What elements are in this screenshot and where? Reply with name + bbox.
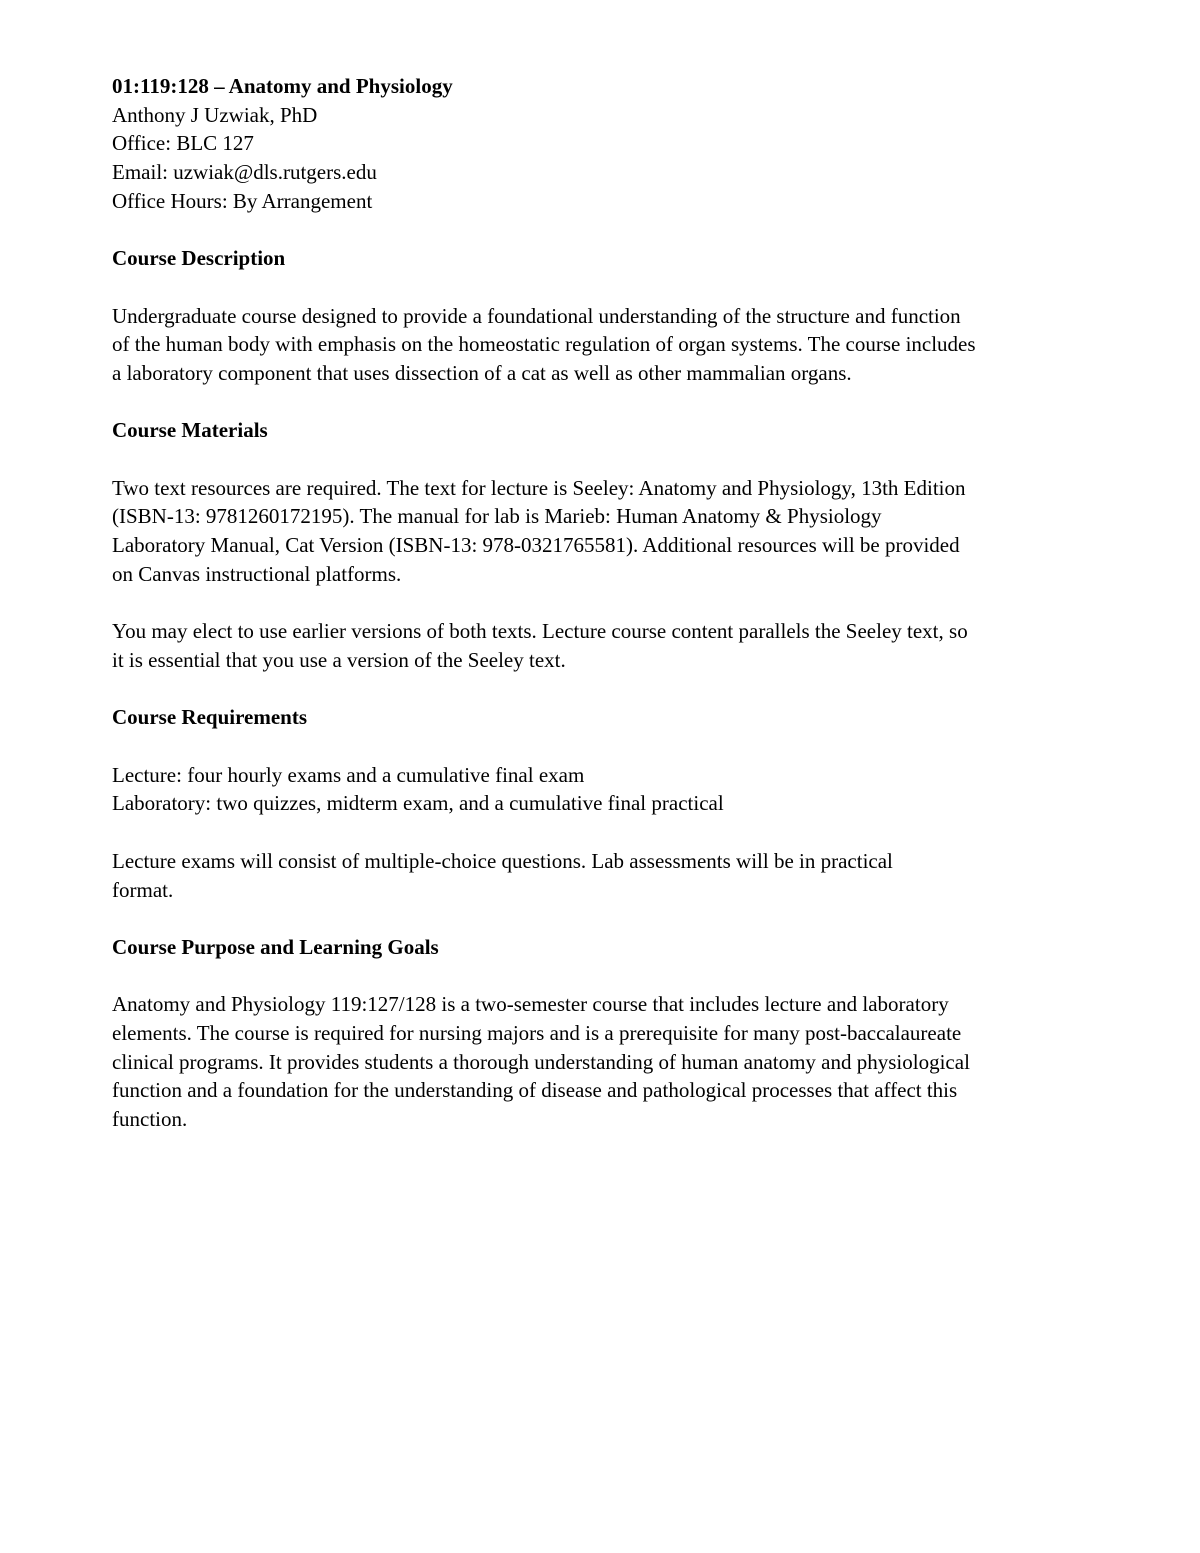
materials-heading: Course Materials (112, 418, 268, 443)
materials-section (112, 416, 1092, 674)
instructor-name: Anthony J Uzwiak, PhD (112, 102, 318, 127)
paragraph-line: elements. The course is required for nursing majors and is a prerequisite for many post-baccalaureate (112, 1021, 962, 1046)
spacer (112, 732, 1092, 761)
spacer (112, 388, 1092, 417)
requirements-section (112, 703, 1092, 904)
spacer (112, 962, 1092, 991)
spacer (112, 216, 1092, 245)
office-hours: Office Hours: By Arrangement (112, 188, 373, 213)
paragraph-line: of the human body with emphasis on the homeostatic regulation of organ systems. The course includes (112, 332, 976, 357)
header-block (112, 72, 1092, 216)
spacer (112, 675, 1092, 704)
description-heading: Course Description (112, 246, 286, 271)
paragraph-line: function and a foundation for the understanding of disease and pathological processes that affect this (112, 1078, 958, 1103)
instructor-email: Email: uzwiak@dls.rutgers.edu (112, 160, 377, 185)
lecture-requirements: Lecture: four hourly exams and a cumulative final exam (112, 762, 585, 787)
paragraph-line: Two text resources are required. The text for lecture is Seeley: Anatomy and Physiology, 13th Edition (112, 475, 966, 500)
spacer (112, 445, 1092, 474)
course-title: 01:119:128 – Anatomy and Physiology (112, 74, 453, 98)
purpose-paragraph (112, 990, 1092, 1134)
spacer (112, 589, 1092, 618)
paragraph-line: format. (112, 877, 174, 902)
spacer (112, 818, 1092, 847)
paragraph-line: You may elect to use earlier versions of both texts. Lecture course content parallels the Seeley text, so (112, 619, 968, 644)
requirements-heading: Course Requirements (112, 705, 308, 730)
spacer (112, 273, 1092, 302)
materials-paragraph-1 (112, 474, 1092, 589)
paragraph-line: it is essential that you use a version of the Seeley text. (112, 647, 566, 672)
office-location: Office: BLC 127 (112, 131, 254, 156)
paragraph-line: (ISBN-13: 9781260172195). The manual for lab is Marieb: Human Anatomy & Physiology (112, 504, 882, 529)
paragraph-line: function. (112, 1107, 188, 1132)
paragraph-line: on Canvas instructional platforms. (112, 561, 402, 586)
purpose-section (112, 933, 1092, 1134)
paragraph-line: Undergraduate course designed to provide a foundational understanding of the structure and function (112, 303, 961, 328)
paragraph-line: a laboratory component that uses dissection of a cat as well as other mammalian organs. (112, 361, 852, 385)
paragraph-line: clinical programs. It provides students a thorough understanding of human anatomy and physiological (112, 1049, 970, 1074)
assessment-paragraph (112, 847, 1092, 904)
paragraph-line: Laboratory Manual, Cat Version (ISBN-13: 978-0321765581). Additional resources will be provided (112, 533, 960, 558)
paragraph-line: Lecture exams will consist of multiple-choice questions. Lab assessments will be in practical (112, 848, 893, 873)
laboratory-requirements: Laboratory: two quizzes, midterm exam, and a cumulative final practical (112, 791, 724, 816)
description-section (112, 244, 1092, 388)
materials-paragraph-2 (112, 617, 1092, 674)
purpose-heading: Course Purpose and Learning Goals (112, 934, 439, 959)
paragraph-line: Anatomy and Physiology 119:127/128 is a two-semester course that includes lecture and laboratory (112, 992, 949, 1017)
description-paragraph (112, 302, 1092, 388)
document-page (112, 72, 1092, 1134)
spacer (112, 904, 1092, 933)
